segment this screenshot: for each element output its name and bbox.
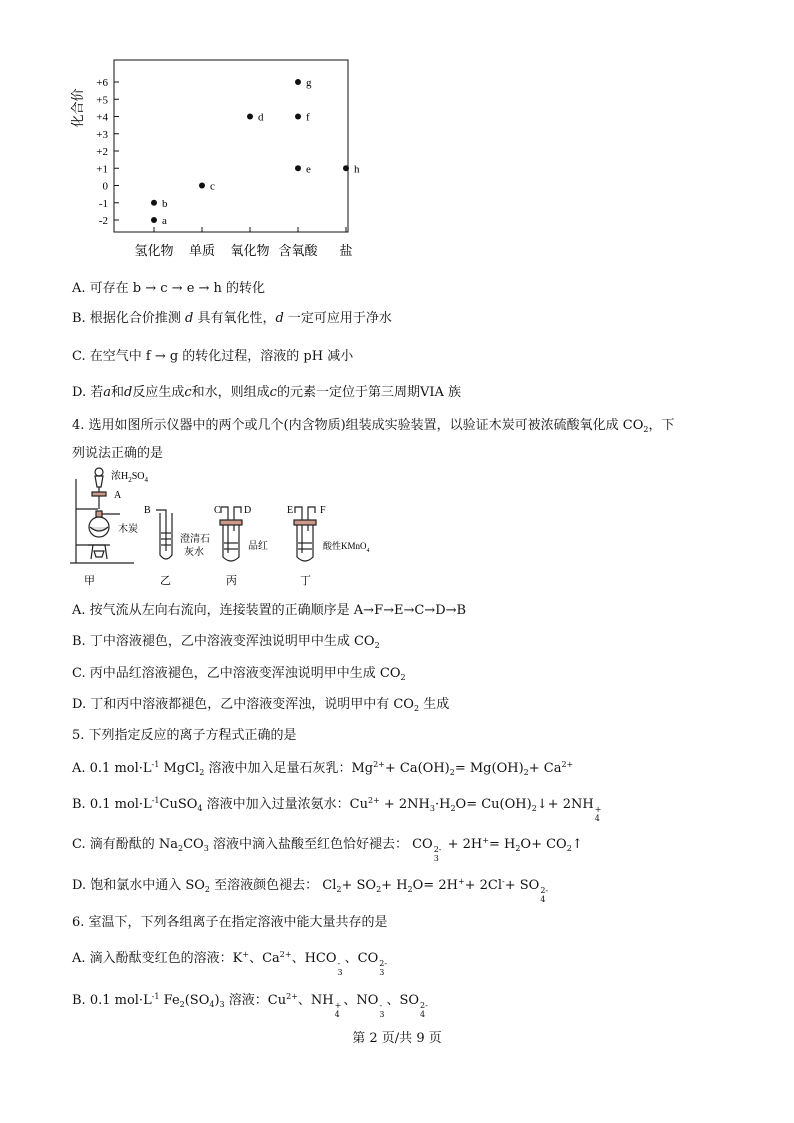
point-f [295,114,301,120]
label-ding: 丁 [300,575,311,587]
q6-option-b: B. 0.1 $mol\cdot L^{-1}$ $Fe_2(SO_4)_3$ 溶液：$Cu^{2+}$、NH + 4 、NO - 3 、SO 2- 4 [72,992,428,1019]
point-label-b: b [162,197,168,210]
q4-stem-line2: 列说法正确的是 [72,446,164,461]
point-label-h: h [354,163,360,176]
point-h [343,165,349,171]
q4-option-c: C. 丙中品红溶液褪色，乙中溶液变浑浊说明甲中生成 $CO_2$ [72,666,406,682]
q5-option-c: C. 滴有酚酞的 $Na_2CO_3$ 溶液中滴入盐酸至红色恰好褪去： CO 2- 3 + $2H^+= H_2O+$ $CO_2↑$ [72,836,583,863]
x-tick-label: 氢化物 [134,243,174,258]
port-e: E [287,505,294,516]
lime-label-2: 灰水 [184,547,204,558]
q3-option-d: D. 若a和d反应生成c和水，则组成c的元素一定位于第三周期VIA 族 [72,385,461,400]
point-label-a: a [162,215,167,227]
point-label-f: f [306,111,310,124]
port-c: C [214,505,221,516]
y-tick-label: +4 [96,111,108,124]
lime-label-1: 澄清石 [180,534,210,545]
q6-stem: 6. 室温下，下列各组离子在指定溶液中能大量共存的是 [72,915,388,930]
point-c [199,183,205,189]
red-label: 品红 [248,541,268,552]
apparatus-ding [294,507,316,561]
x-tick-label: 盐 [339,243,353,258]
point-label-g: g [306,77,312,89]
apparatus-figure [66,467,446,592]
q5-stem: 5. 下列指定反应的离子方程式正确的是 [72,728,297,743]
point-e [295,165,301,171]
y-tick-label: 0 [102,180,108,193]
label-jia: 甲 [84,575,95,587]
apparatus-bing [220,507,242,561]
y-tick-label: -1 [98,197,108,210]
y-tick-label: +6 [96,77,108,89]
x-tick-label: 单质 [188,243,216,258]
data-points [151,77,360,227]
port-d: D [244,505,252,516]
plot-frame [114,60,348,232]
acid-label: 浓$H_2SO_4$ [111,471,149,484]
y-tick-label: +5 [96,94,108,107]
kmno4-label: 酸性KMnO$_4$ [323,541,370,554]
q4-option-a: A. 按气流从左向右流向，连接装置的正确顺序是 A→F→E→C→D→B [72,603,467,618]
x-tick-label: 氧化物 [230,243,270,258]
port-b: B [144,505,151,516]
q6-option-a: A. 滴入酚酞变红色的溶液：K+、$Ca^{2+}$、HCO - 3 、CO 2- 3 [72,950,388,977]
y-tick-label: +2 [96,146,108,158]
port-f: F [320,505,326,516]
port-a: A [114,490,122,501]
q5-option-a: A. 0.1 $mol\cdot L^{-1}$ MgCl$_2$ 溶液中加入足量石灰乳：$Mg^{2+}+ Ca(OH)_2= Mg(OH)_2+ Ca^{2+}$ [72,760,574,777]
carbon-label: 木炭 [118,524,138,535]
point-label-c: c [210,180,215,193]
q3-option-b: B. 根据化合价推测 d 具有氧化性，d 一定可应用于净水 [72,311,392,326]
page-footer: 第 2 页/共 9 页 [352,1031,442,1046]
point-d [247,114,253,120]
q4-option-d: D. 丁和丙中溶液都褪色，乙中溶液变浑浊，说明甲中有 $CO_2$ 生成 [72,697,450,713]
point-a [151,217,157,223]
q3-option-a: A. 可存在 b → c → e → h 的转化 [72,281,266,296]
y-tick-label: -2 [98,215,108,227]
y-ticks [96,77,119,227]
x-tick-label: 含氧酸 [278,243,318,258]
point-g [295,79,301,85]
q4-option-b: B. 丁中溶液褪色，乙中溶液变浑浊说明甲中生成 $CO_2$ [72,634,380,650]
y-tick-label: +3 [96,128,108,141]
q4-stem-line1: 4. 选用如图所示仪器中的两个或几个(内含物质)组装成实验装置，以验证木炭可被浓硫酸氧化成 $CO_2$，下 [72,418,675,434]
valence-chart [70,58,370,268]
apparatus-jia [70,468,134,563]
q5-option-d: D. 饱和氯水中通入 $SO_2$ 至溶液颜色褪去： $Cl_2+ SO_2+ H_2O= 2H^++ 2Cl^-+$ SO 2- 4 [72,877,549,904]
point-b [151,200,157,206]
point-label-d: d [258,111,264,124]
label-bing: 丙 [226,575,237,587]
y-tick-label: +1 [96,163,108,176]
q3-option-c: C. 在空气中 f → g 的转化过程，溶液的 pH 减小 [72,349,354,364]
point-label-e: e [306,163,311,176]
label-yi: 乙 [160,575,171,587]
q5-option-b: B. 0.1 $mol\cdot L^{-1}CuSO_4$ 溶液中加入过量浓氨水：$Cu^{2+} + 2NH_3\cdot H_2O=$ $Cu(OH)_2↓+ 2NH$ + 4 [72,796,602,823]
apparatus-yi [156,510,172,559]
y-axis-label: 化合价 [70,88,85,128]
